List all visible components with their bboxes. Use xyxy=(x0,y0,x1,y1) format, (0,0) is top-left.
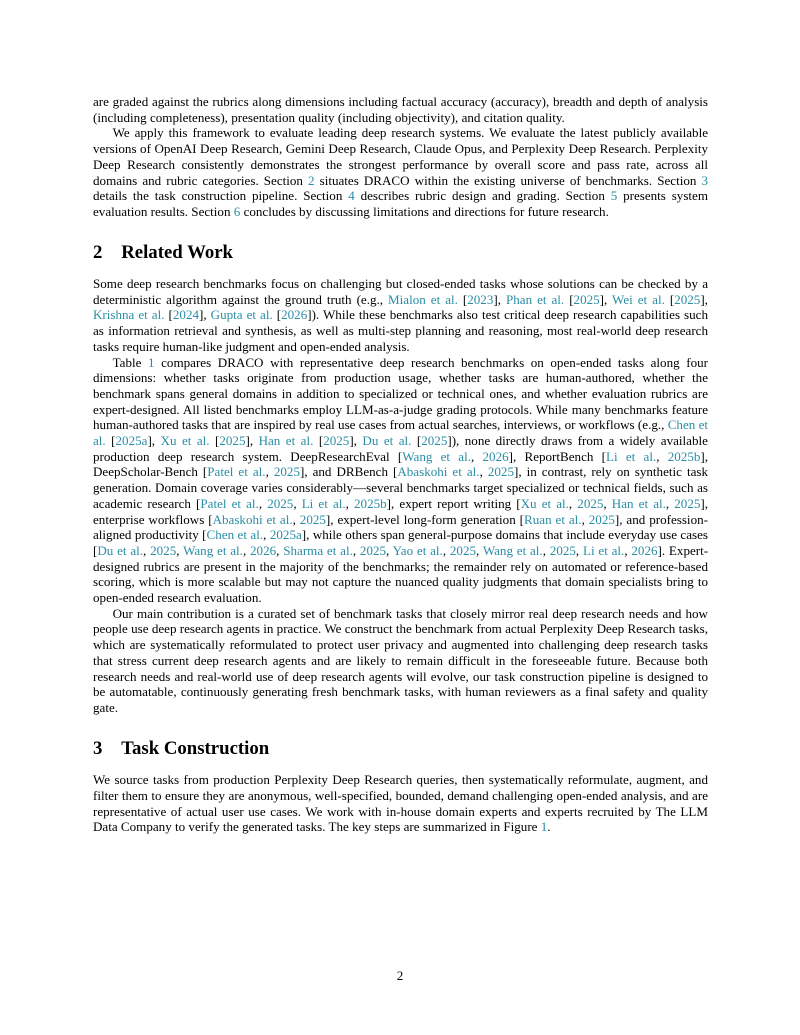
paragraph xyxy=(93,606,708,716)
text-run: ], xyxy=(199,307,211,323)
citation-link[interactable]: Wang et al. xyxy=(402,448,471,464)
text-run: , xyxy=(276,542,284,558)
text-run: ], xyxy=(147,433,161,449)
citation-link[interactable]: Chen et al. xyxy=(206,527,264,543)
text-run: presents system evaluation results. Section xyxy=(93,188,708,219)
text-run: , xyxy=(242,542,251,558)
citation-link[interactable]: Phan et al. xyxy=(505,291,565,307)
text-run: ]). While these benchmarks also test critical deep research capabilities such as information retrieval and synthesis, as well as multi-step planning and reasoning, most real-world deep research tasks require human-like judgment and open-ended analysis. xyxy=(93,307,709,354)
citation-link[interactable]: 2025 xyxy=(273,464,300,480)
cross-reference-link[interactable]: 1 xyxy=(540,819,548,835)
citation-link[interactable]: 2025 xyxy=(549,542,576,558)
citation-link[interactable]: Chen et al. xyxy=(93,417,708,449)
text-run: ], xyxy=(599,291,613,307)
text-run: concludes by discussing limitations and directions for future research. xyxy=(240,203,609,219)
citation-link[interactable]: Krishna et al. xyxy=(93,307,165,323)
citation-link[interactable]: Li et al. xyxy=(606,448,657,464)
text-run: , xyxy=(176,542,184,558)
text-run: , xyxy=(352,542,360,558)
citation-link[interactable]: 2025 xyxy=(674,291,701,307)
citation-link[interactable]: 2025 xyxy=(449,542,477,558)
text-run: ], xyxy=(493,291,506,307)
citation-link[interactable]: 2025 xyxy=(588,511,615,527)
citation-link[interactable]: 2026 xyxy=(631,542,658,558)
text-column xyxy=(93,94,708,835)
text-run: , xyxy=(292,511,300,527)
citation-link[interactable]: 2025 xyxy=(150,542,177,558)
text-run: , xyxy=(143,542,151,558)
text-run: ], while others span general-purpose domains that include everyday use cases [ xyxy=(93,527,708,558)
citation-link[interactable]: Du et al. xyxy=(97,542,144,558)
citation-link[interactable]: 2025 xyxy=(267,495,294,511)
text-run: , xyxy=(293,495,302,511)
text-run: ], xyxy=(349,433,363,449)
section-title: Task Construction xyxy=(121,738,270,760)
text-run: [ xyxy=(664,291,675,307)
citation-link[interactable]: Gupta et al. xyxy=(210,307,273,323)
text-run: , xyxy=(603,495,612,511)
citation-link[interactable]: Du et al. xyxy=(362,433,412,449)
citation-link[interactable]: Mialon et al. xyxy=(388,291,458,307)
citation-link[interactable]: Wang et al. xyxy=(482,542,543,558)
text-run: Our main contribution is a curated set of benchmark tasks that closely mirror real deep research needs and how people use deep research agents in practice. We construct the benchmark from actual Perplexity Deep Research tasks, which are systematically reformulated to protect user privacy and augmented into challenging deep research tasks that stress current deep research agents and are likely to remain difficult in the foreseeable future. Because both research needs and real-world use of deep research agents will evolve, our task construction pipeline is designed to be automatable, continuously generating fresh benchmark tasks, with human reviewers as a final safety and quality gate. xyxy=(93,605,708,715)
cross-reference-link[interactable]: 1 xyxy=(148,354,155,370)
citation-link[interactable]: Abaskohi et al. xyxy=(212,511,293,527)
text-run: , xyxy=(542,542,550,558)
citation-link[interactable]: 2023 xyxy=(467,291,494,307)
text-run: , xyxy=(258,495,268,511)
text-run: describes rubric design and grading. Section xyxy=(354,188,611,204)
citation-link[interactable]: Li et al. xyxy=(301,495,346,511)
text-run: ]), none directly draws from a widely available production deep research system. DeepResearchEval [ xyxy=(93,433,708,464)
text-run: [ xyxy=(105,433,116,449)
text-run: ], xyxy=(245,433,259,449)
text-run: , xyxy=(476,542,483,558)
citation-link[interactable]: 2025 xyxy=(323,433,350,449)
paragraph xyxy=(93,94,708,125)
text-run: , xyxy=(442,542,450,558)
text-run: details the task construction pipeline. Section xyxy=(93,188,349,204)
section-title: Related Work xyxy=(121,242,234,264)
page-number: 2 xyxy=(396,968,404,983)
text-run: [ xyxy=(209,433,220,449)
text-run: ], expert-level long-form generation [ xyxy=(325,511,525,527)
text-run: ], enterprise workflows [ xyxy=(93,495,709,527)
text-run: [ xyxy=(272,307,282,323)
text-run: ], and DRBench [ xyxy=(299,464,398,480)
citation-link[interactable]: 2025 xyxy=(577,495,604,511)
citation-link[interactable]: Xu et al. xyxy=(520,495,569,511)
citation-link[interactable]: 2025 xyxy=(219,433,246,449)
citation-link[interactable]: 2025 xyxy=(299,511,326,527)
section-heading-related-work xyxy=(93,242,708,264)
text-run: We apply this framework to evaluate leading deep research systems. We evaluate the latest publicly available versions of OpenAI Deep Research, Gemini Deep Research, Claude Opus, and Perplexity Deep Research. Perplexity Deep Research consistently demonstrates the strongest performance by overall score and pass rate, across all domains and rubric categories. Section xyxy=(93,125,708,188)
paragraph xyxy=(93,276,708,355)
text-run: ], expert report writing [ xyxy=(386,495,521,511)
citation-link[interactable]: Wei et al. xyxy=(612,291,665,307)
text-run: , xyxy=(479,464,488,480)
paragraph xyxy=(93,355,708,606)
citation-link[interactable]: 2024 xyxy=(172,307,200,323)
paragraph xyxy=(93,125,708,219)
text-run: , xyxy=(470,448,483,464)
text-run: [ xyxy=(564,291,574,307)
text-run: [ xyxy=(457,291,468,307)
citation-link[interactable]: 2025 xyxy=(573,291,600,307)
citation-link[interactable]: Xu et al. xyxy=(160,433,210,449)
text-run: ], xyxy=(700,291,708,307)
text-run: , xyxy=(263,527,270,543)
text-run: ], DeepScholar-Bench [ xyxy=(93,448,709,480)
text-run: ], in contrast, rely on synthetic task generation. Domain coverage varies considerably—several benchmarks target specialized or technical fields, such as academic research [ xyxy=(93,464,708,511)
text-run: , xyxy=(581,511,589,527)
citation-link[interactable]: 2026 xyxy=(281,307,308,323)
citation-link[interactable]: Patel et al. xyxy=(207,464,266,480)
cross-reference-link[interactable]: 2 xyxy=(308,172,315,188)
citation-link[interactable]: Li et al. xyxy=(582,542,625,558)
citation-link[interactable]: Han et al. xyxy=(611,495,666,511)
citation-link[interactable]: Abaskohi et al. xyxy=(397,464,480,480)
text-run: , xyxy=(656,448,668,464)
text-run: ]. Expert-designed rubrics are present in the majority of the benchmarks; the remainder rely on automated or reference-based scoring, which is more scalable but may not capture the nuanced quality judgments that domain specialists bring to open-ended research evaluation. xyxy=(93,542,709,606)
citation-link[interactable]: 2025b xyxy=(667,448,701,464)
section-number: 3 xyxy=(93,738,103,760)
citation-link[interactable]: Ruan et al. xyxy=(524,511,582,527)
citation-link[interactable]: Han et al. xyxy=(258,433,314,449)
text-run: , xyxy=(575,542,583,558)
citation-link[interactable]: 2025 xyxy=(487,464,514,480)
citation-link[interactable]: 2025a xyxy=(269,527,302,543)
text-run: , xyxy=(624,542,632,558)
citation-link[interactable]: 2025a xyxy=(115,433,148,449)
text-run: , xyxy=(265,464,274,480)
cross-reference-link[interactable]: 5 xyxy=(610,188,618,204)
text-run: , xyxy=(665,495,675,511)
text-run: We source tasks from production Perplexity Deep Research queries, then systematically reformulate, augment, and filter them to ensure they are anonymous, well-specified, bounded, demand challenging open-ended analysis, and are representative of actual user use cases. We work with in-house domain experts and experts recruited by The LLM Data Company to verify the generated tasks. The key steps are summarized in Figure xyxy=(93,772,708,835)
text-run: [ xyxy=(164,307,173,323)
citation-link[interactable]: Sharma et al. xyxy=(283,542,353,558)
text-run: ], ReportBench [ xyxy=(508,448,606,464)
citation-link[interactable]: 2025 xyxy=(674,495,701,511)
citation-link[interactable]: Wang et al. xyxy=(183,542,243,558)
text-run: compares DRACO with representative deep research benchmarks on open-ended tasks along four dimensions: whether tasks originate from production usage, whether tasks are human-authored, whether the benchmark spans general domains in addition to specialized or technical ones, and whether evaluation rubrics are expert-designed. All listed benchmarks employ LLM-as-a-judge grading protocols. While many benchmarks feature human-authored tasks that are inspired by real use cases from actual searches, interviews, or workflows (e.g., xyxy=(93,354,708,433)
citation-link[interactable]: 2025 xyxy=(359,542,387,558)
citation-link[interactable]: 2026 xyxy=(250,542,277,558)
paragraph xyxy=(93,772,708,835)
text-run: are graded against the rubrics along dimensions including factual accuracy (accuracy), breadth and depth of analysis (including completeness), presentation quality (including objectivity), and citation quality. xyxy=(93,94,708,125)
text-run: ], and profession-aligned productivity [ xyxy=(93,511,708,543)
text-run: , xyxy=(386,542,393,558)
cross-reference-link[interactable]: 4 xyxy=(348,188,355,204)
text-run: , xyxy=(568,495,578,511)
text-run: situates DRACO within the existing universe of benchmarks. Section xyxy=(314,172,702,188)
text-run: . xyxy=(547,819,551,835)
cross-reference-link[interactable]: 6 xyxy=(233,203,241,219)
text-run: Some deep research benchmarks focus on challenging but closed-ended tasks whose solutions can be checked by a deterministic algorithm against the ground truth (e.g., xyxy=(93,276,708,307)
citation-link[interactable]: Yao et al. xyxy=(392,542,443,558)
text-run: Table xyxy=(112,354,149,370)
citation-link[interactable]: Patel et al. xyxy=(200,495,259,511)
section-heading-task-construction xyxy=(93,738,708,760)
section-number: 2 xyxy=(93,242,103,264)
citation-link[interactable]: 2026 xyxy=(482,448,509,464)
text-run: [ xyxy=(411,433,422,449)
text-run: [ xyxy=(313,433,324,449)
citation-link[interactable]: 2025b xyxy=(354,495,387,511)
citation-link[interactable]: 2025 xyxy=(421,433,448,449)
cross-reference-link[interactable]: 3 xyxy=(701,172,708,188)
text-run: , xyxy=(345,495,355,511)
